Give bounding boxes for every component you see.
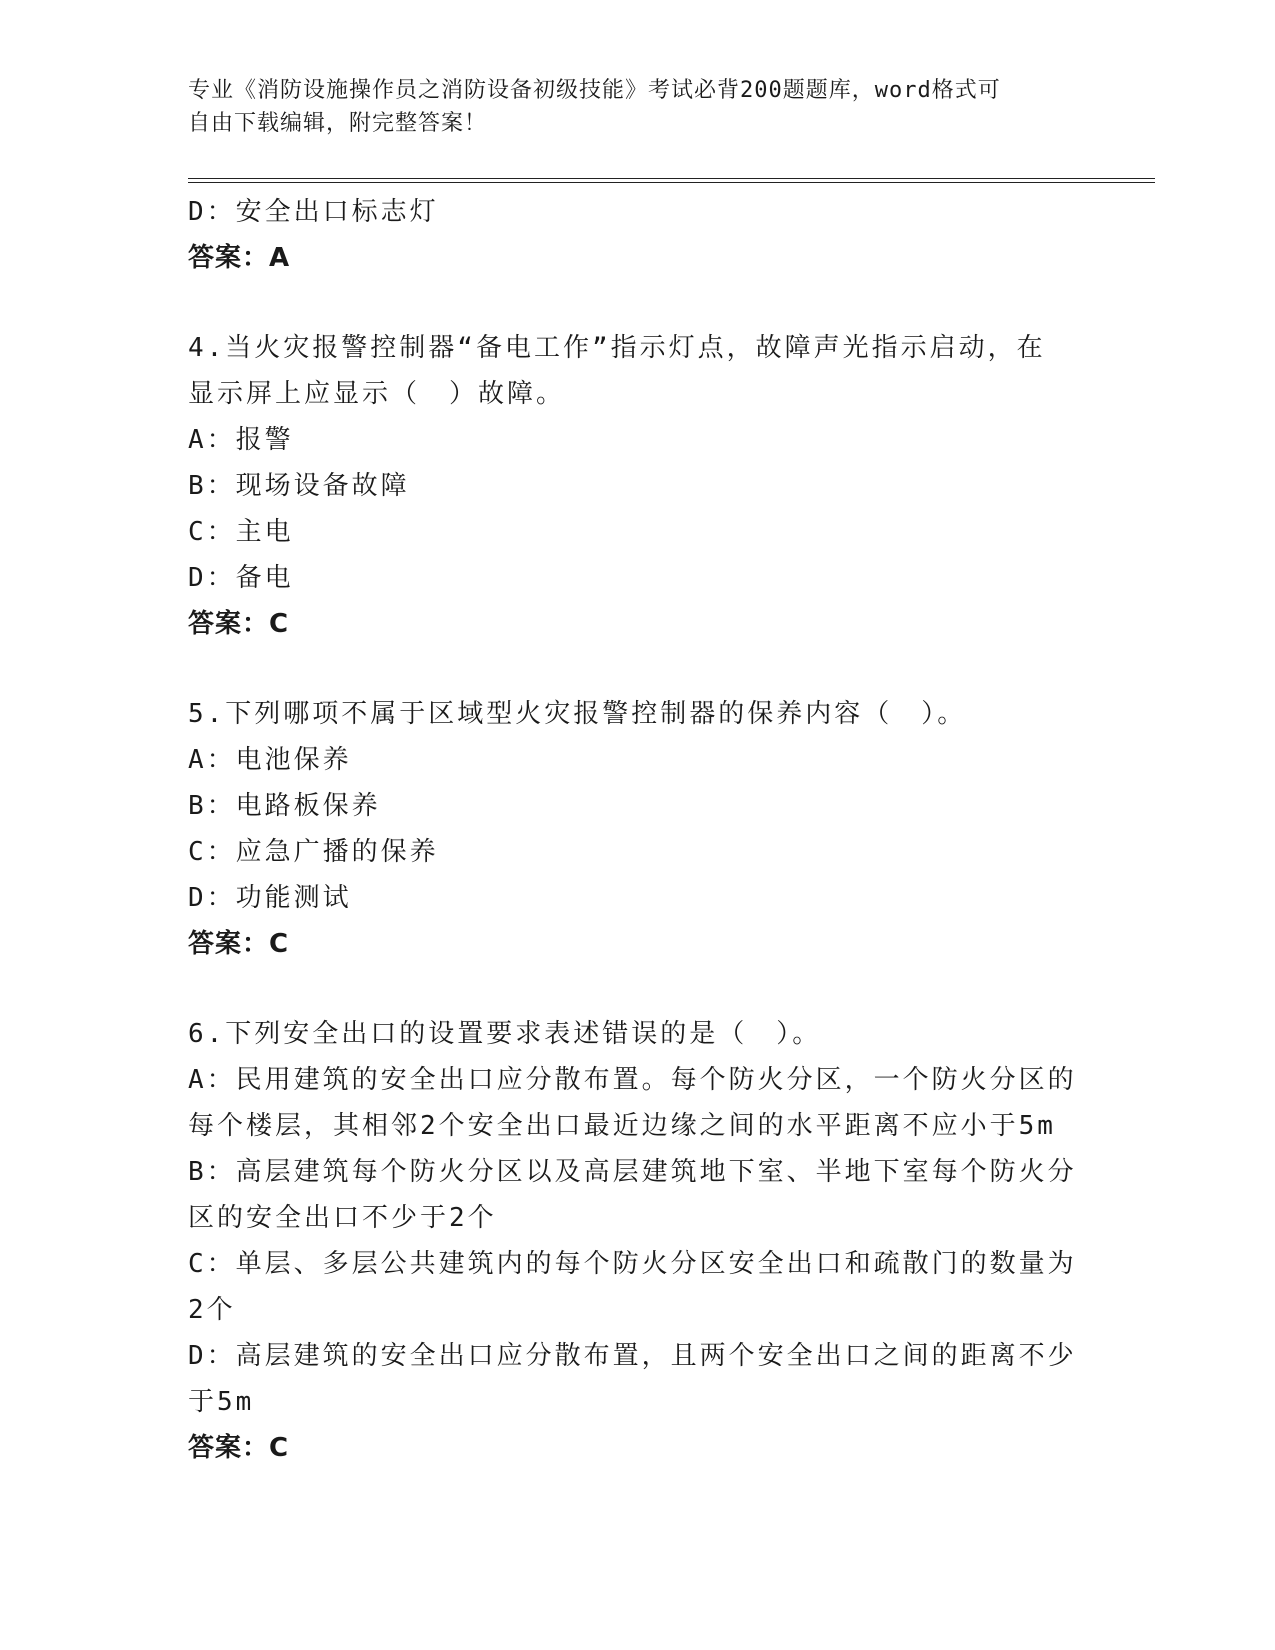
question-4-answer: 答案：C — [188, 609, 290, 639]
question-6-option-d-line-1: D：高层建筑的安全出口应分散布置，且两个安全出口之间的距离不少 — [188, 1341, 1077, 1371]
question-6-option-d-line-2: 于5m — [188, 1387, 255, 1417]
question-6-answer: 答案：C — [188, 1433, 290, 1463]
partial-question-answer: 答案：A — [188, 243, 291, 273]
question-4 — [188, 325, 1088, 647]
question-6-option-b-line-1: B：高层建筑每个防火分区以及高层建筑地下室、半地下室每个防火分 — [188, 1157, 1077, 1187]
question-6-stem-line-1: 6.下列安全出口的设置要求表述错误的是（ ）。 — [188, 1019, 822, 1049]
question-6 — [188, 1011, 1088, 1471]
question-6-option-c-line-2: 2个 — [188, 1295, 236, 1325]
header-title-line-1: 专业《消防设施操作员之消防设备初级技能》考试必背200题题库，word格式可 — [188, 78, 1001, 103]
header-title-line-2: 自由下载编辑，附完整答案！ — [188, 111, 488, 136]
question-4-option-b: B：现场设备故障 — [188, 471, 410, 501]
question-5-option-d: D：功能测试 — [188, 883, 352, 913]
question-5-option-b: B：电路板保养 — [188, 791, 381, 821]
question-content — [188, 189, 1088, 1471]
question-6-option-a-line-1: A：民用建筑的安全出口应分散布置。每个防火分区，一个防火分区的 — [188, 1065, 1077, 1095]
spacer — [188, 281, 1088, 325]
spacer — [188, 647, 1088, 691]
question-6-option-a-line-2: 每个楼层，其相邻2个安全出口最近边缘之间的水平距离不应小于5m — [188, 1111, 1056, 1141]
question-4-option-d: D：备电 — [188, 563, 294, 593]
question-6-option-c-line-1: C：单层、多层公共建筑内的每个防火分区安全出口和疏散门的数量为 — [188, 1249, 1077, 1279]
document-header — [188, 74, 1068, 140]
question-6-option-b-line-2: 区的安全出口不少于2个 — [188, 1203, 497, 1233]
partial-question-option-d: D：安全出口标志灯 — [188, 197, 439, 227]
spacer — [188, 967, 1088, 1011]
question-5-option-c: C：应急广播的保养 — [188, 837, 439, 867]
question-4-option-c: C：主电 — [188, 517, 294, 547]
question-5 — [188, 691, 1088, 967]
question-4-stem-line-2: 显示屏上应显示（ ）故障。 — [188, 379, 566, 409]
header-divider — [188, 178, 1155, 183]
question-5-answer: 答案：C — [188, 929, 290, 959]
question-5-option-a: A：电池保养 — [188, 745, 352, 775]
question-4-stem-line-1: 4.当火灾报警控制器“备电工作”指示灯点，故障声光指示启动，在 — [188, 333, 1046, 363]
question-4-option-a: A：报警 — [188, 425, 294, 455]
question-5-stem-line-1: 5.下列哪项不属于区域型火灾报警控制器的保养内容（ ）。 — [188, 699, 967, 729]
